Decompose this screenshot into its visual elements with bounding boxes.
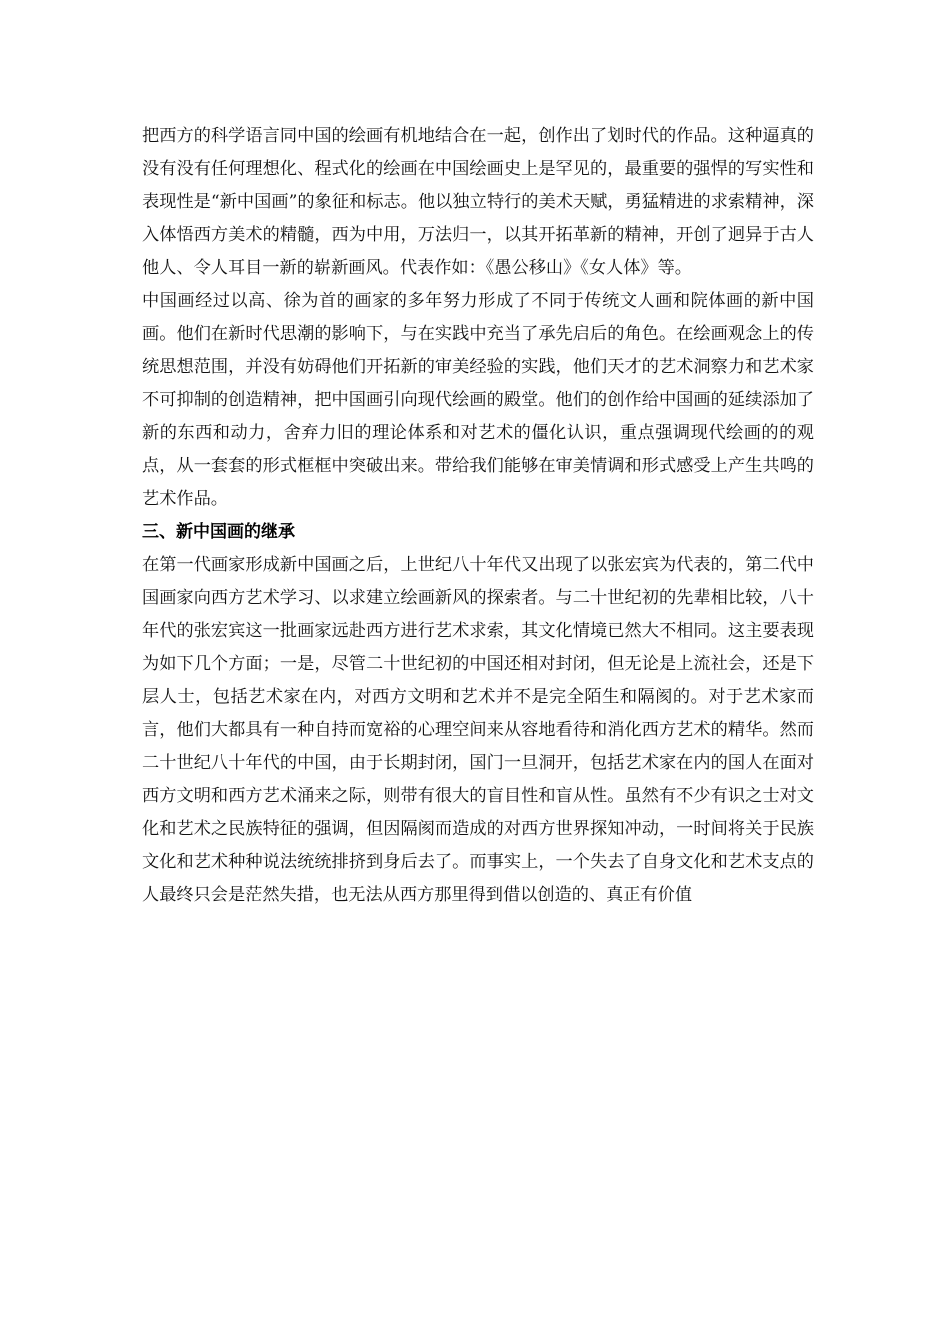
- document-body: [142, 120, 814, 912]
- paragraph-3: 在第一代画家形成新中国画之后，上世纪八十年代又出现了以张宏宾为代表的，第二代中国画家向西方艺术学习、以求建立绘画新风的探索者。与二十世纪初的先辈相比较，八十年代的张宏宾这一批画家远赴西方进行艺术求索，其文化情境已然大不相同。这主要表现为如下几个方面；一是，尽管二十世纪初的中国还相对封闭，但无论是上流社会，还是下层人士，包括艺术家在内，对西方文明和艺术并不是完全陌生和隔阂的。对于艺术家而言，他们大都具有一种自持而宽裕的心理空间来从容地看待和消化西方艺术的精华。然而二十世纪八十年代的中国，由于长期封闭，国门一旦洞开，包括艺术家在内的国人在面对西方文明和西方艺术涌来之际，则带有很大的盲目性和盲从性。虽然有不少有识之士对文化和艺术之民族特征的强调，但因隔阂而造成的对西方世界探知冲动，一时间将关于民族文化和艺术种种说法统统排挤到身后去了。而事实上，一个失去了自身文化和艺术支点的人最终只会是茫然失措，也无法从西方那里得到借以创造的、真正有价值: [142, 555, 814, 905]
- section-heading: 三、新中国画的继承: [142, 522, 295, 542]
- paragraph-2: 中国画经过以高、徐为首的画家的多年努力形成了不同于传统文人画和院体画的新中国画。他们在新时代思潮的影响下，与在实践中充当了承先启后的角色。在绘画观念上的传统思想范围，并没有妨碍他们开拓新的审美经验的实践，他们天才的艺术洞察力和艺术家不可抑制的创造精神，把中国画引向现代绘画的殿堂。他们的创作给中国画的延续添加了新的东西和动力，舍弃力旧的理论体系和对艺术的僵化认识，重点强调现代绘画的的观点，从一套套的形式框框中突破出来。带给我们能够在审美情调和形式感受上产生共鸣的艺术作品。: [142, 291, 814, 509]
- paragraph-1: 把西方的科学语言同中国的绘画有机地结合在一起，创作出了划时代的作品。这种逼真的没有没有任何理想化、程式化的绘画在中国绘画史上是罕见的，最重要的强悍的写实性和表现性是“新中国画”的象征和标志。他以独立特行的美术天赋，勇猛精进的求索精神，深入体悟西方美术的精髓，西为中用，万法归一，以其开拓革新的精神，开创了迥异于古人他人、令人耳目一新的崭新画风。代表作如：《愚公移山》《女人体》等。: [142, 126, 814, 278]
